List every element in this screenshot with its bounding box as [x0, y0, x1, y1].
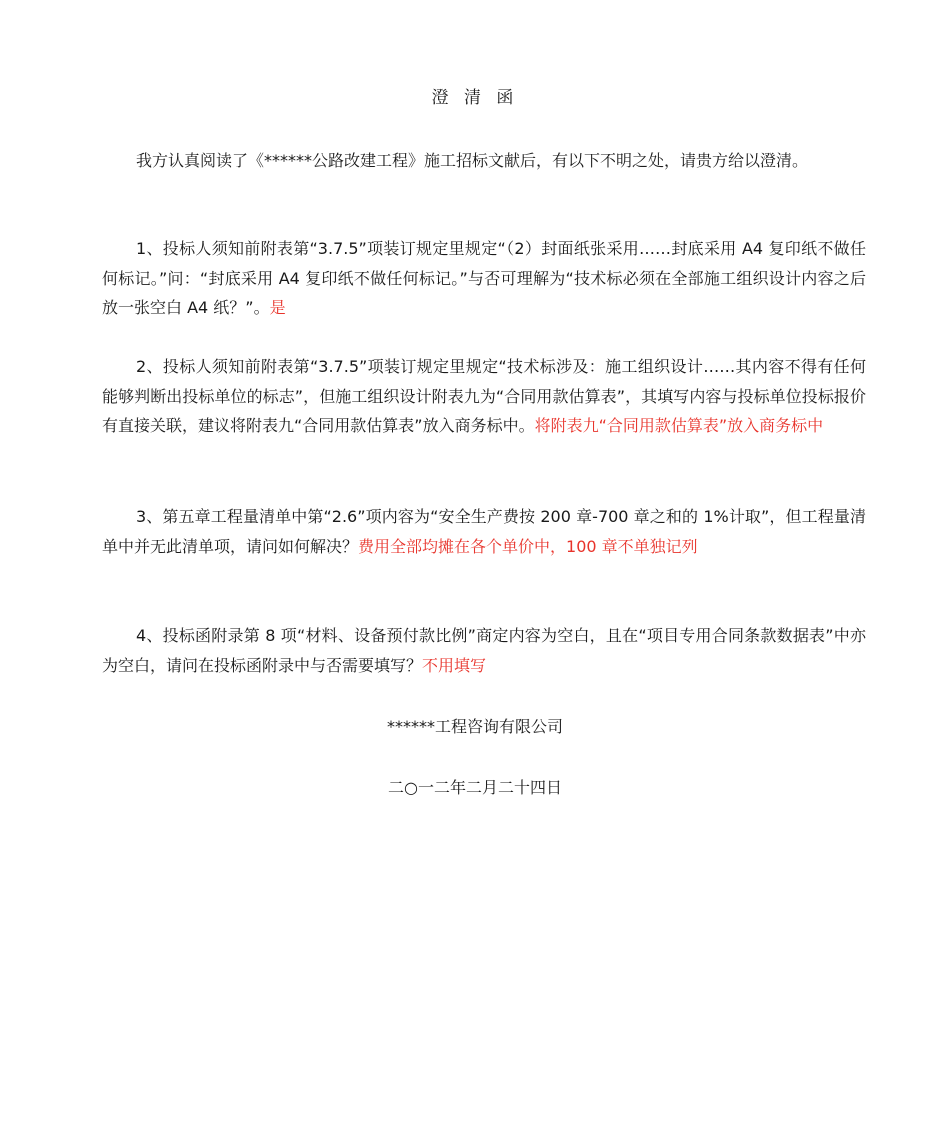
item-3-question: 3、第五章工程量清单中第“2.6”项内容为“安全生产费按 200 章-700 章之和的 1%计取”，但工程量清单中并无此清单项，请问如何解决？: [102, 507, 866, 556]
document-title: 澄 清 函: [431, 88, 519, 108]
clarification-item-4: [102, 621, 866, 680]
clarification-item-1: [102, 234, 866, 323]
clarification-item-3: [102, 502, 866, 561]
company-signature: ******工程咨询有限公司: [386, 717, 563, 736]
intro-paragraph: 我方认真阅读了《******公路改建工程》施工招标文献后，有以下不明之处，请贵方给以澄清。: [136, 151, 809, 170]
item-4-question: 4、投标函附录第 8 项“材料、设备预付款比例”商定内容为空白，且在“项目专用合同条款数据表”中亦为空白，请问在投标函附录中与否需要填写？: [102, 626, 866, 675]
item-2-answer: 将附表九“合同用款估算表”放入商务标中: [534, 416, 824, 435]
item-1-question: 1、投标人须知前附表第“3.7.5”项装订规定里规定“（2）封面纸张采用……封底采用 A4 复印纸不做任何标记。”问：“封底采用 A4 复印纸不做任何标记。”与否可理解为“技术标必须在全部施工组织设计内容之后放一张空白 A4 纸？”。: [102, 239, 866, 317]
signature-date: 二○一二年二月二十四日: [388, 778, 562, 797]
item-1-answer: 是: [269, 298, 286, 317]
clarification-item-2: [102, 352, 866, 441]
item-4-answer: 不用填写: [422, 655, 487, 675]
item-2-question: 2、投标人须知前附表第“3.7.5”项装订规定里规定“技术标涉及：施工组织设计……其内容不得有任何能够判断出投标单位的标志”，但施工组织设计附表九为“合同用款估算表”，其填写内容与投标单位投标报价有直接关联，建议将附表九“合同用款估算表”放入商务标中。: [102, 357, 866, 435]
item-3-answer: 费用全部均摊在各个单价中，100 章不单独记列: [358, 536, 698, 556]
